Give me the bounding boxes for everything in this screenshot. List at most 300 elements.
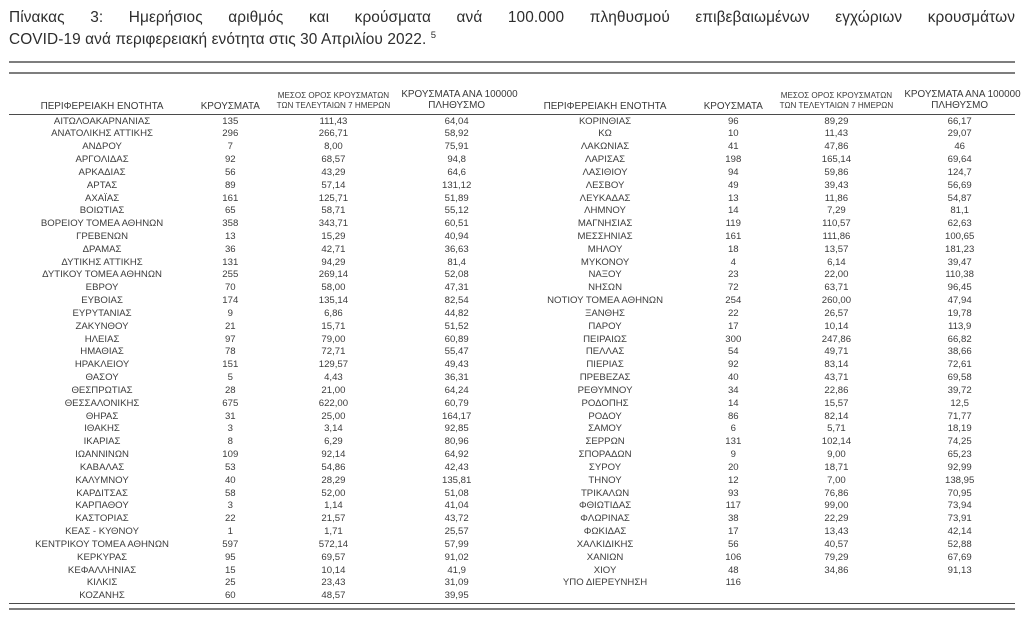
region-cell: ΛΑΣΙΘΙΟΥ	[582, 166, 628, 178]
region-cell: ΒΟΡΕΙΟΥ ΤΟΜΕΑ ΑΘΗΝΩΝ	[40, 218, 164, 230]
cases-cell: 117	[725, 500, 741, 512]
avg7-cell: 28,29	[321, 474, 346, 486]
per100k-cell: 55,47	[444, 346, 469, 358]
cases-cell: 17	[727, 320, 739, 332]
avg7-cell: 89,29	[824, 115, 849, 127]
cases-cell: 151	[222, 359, 239, 371]
table-row	[512, 449, 1015, 462]
region-cell: ΚΙΛΚΙΣ	[86, 577, 118, 589]
avg7-cell: 269,14	[318, 269, 349, 281]
per100k-cell: 41,04	[444, 500, 469, 512]
region-cell: ΕΥΒΟΙΑΣ	[81, 295, 123, 307]
table-row	[9, 385, 512, 398]
cases-cell: 94	[727, 166, 739, 178]
region-cell: ΔΥΤΙΚΗΣ ΑΤΤΙΚΗΣ	[61, 256, 143, 268]
table-row	[512, 180, 1015, 193]
cases-cell: 17	[727, 526, 739, 538]
avg7-cell: 18,71	[824, 461, 849, 473]
region-cell: ΦΛΩΡΙΝΑΣ	[580, 513, 630, 525]
per100k-cell: 64,6	[447, 166, 466, 178]
table-row	[512, 488, 1015, 501]
table-row	[512, 295, 1015, 308]
table-row	[512, 128, 1015, 141]
avg7-cell: 11,43	[824, 128, 849, 140]
per100k-cell: 92,85	[444, 423, 469, 435]
region-cell: ΑΝΔΡΟΥ	[82, 141, 122, 153]
per100k-cell: 138,95	[944, 474, 975, 486]
avg7-cell: 47,86	[824, 141, 849, 153]
avg7-cell: 22,29	[824, 513, 849, 525]
cases-cell: 135	[222, 115, 239, 127]
region-cell: ΤΡΙΚΑΛΩΝ	[580, 487, 630, 499]
avg7-cell: 40,57	[824, 538, 849, 550]
table-row	[512, 411, 1015, 424]
region-cell: ΡΟΔΟΠΗΣ	[581, 397, 629, 409]
per100k-cell: 46	[954, 141, 965, 153]
per100k-cell: 110,38	[945, 269, 974, 281]
cases-cell: 358	[222, 218, 239, 230]
per100k-cell: 64,24	[444, 384, 469, 396]
cases-cell: 116	[725, 577, 741, 589]
cases-cell: 70	[224, 282, 236, 294]
avg7-cell: 25,00	[321, 410, 346, 422]
per100k-cell: 69,58	[947, 372, 972, 384]
table-row	[512, 141, 1015, 154]
avg7-cell: 7,00	[827, 474, 846, 486]
top-divider-1	[9, 61, 1015, 63]
region-cell: ΑΧΑΪΑΣ	[84, 192, 120, 204]
region-cell: ΝΟΤΙΟΥ ΤΟΜΕΑ ΑΘΗΝΩΝ	[547, 295, 664, 307]
avg7-cell: 42,71	[321, 243, 346, 255]
header-per100k: ΚΡΟΥΣΜΑΤΑ ΑΝΑ 100000 ΠΛΗΘΥΣΜΟ	[904, 88, 1021, 112]
cases-cell: 41	[727, 141, 739, 153]
cases-cell: 6	[730, 423, 736, 435]
table-row	[512, 359, 1015, 372]
table-row	[9, 231, 512, 244]
regions-table-left	[9, 88, 518, 603]
avg7-cell: 15,57	[824, 397, 849, 409]
avg7-cell: 165,14	[821, 154, 852, 166]
per100k-cell: 19,78	[947, 307, 972, 319]
avg7-cell: 15,71	[321, 320, 346, 332]
table-row	[512, 205, 1015, 218]
table-row	[9, 295, 512, 308]
per100k-cell: 75,91	[444, 141, 469, 153]
per100k-cell: 181,23	[944, 243, 975, 255]
avg7-cell: 26,57	[824, 307, 849, 319]
region-cell: ΠΕΙΡΑΙΩΣ	[583, 333, 627, 345]
per100k-cell: 70,95	[947, 487, 972, 499]
table-row	[9, 205, 512, 218]
cases-cell: 38	[727, 513, 739, 525]
avg7-cell: 102,14	[821, 436, 852, 448]
region-cell: ΡΟΔΟΥ	[588, 410, 622, 422]
region-cell: ΜΥΚΟΝΟΥ	[580, 256, 630, 268]
per100k-cell: 74,25	[947, 436, 972, 448]
avg7-cell: 54,86	[321, 461, 346, 473]
region-cell: ΣΠΟΡΑΔΩΝ	[578, 449, 632, 461]
avg7-cell: 58,00	[321, 282, 346, 294]
region-cell: ΚΑΡΔΙΤΣΑΣ	[76, 487, 128, 499]
table-row	[512, 193, 1015, 206]
cases-cell: 40	[224, 474, 236, 486]
region-cell: ΘΕΣΣΑΛΟΝΙΚΗΣ	[64, 397, 140, 409]
per100k-cell: 65,23	[947, 449, 972, 461]
region-cell: ΧΙΟΥ	[593, 564, 617, 576]
table-row	[9, 462, 512, 475]
avg7-cell: 622,00	[318, 397, 349, 409]
cases-cell: 78	[224, 346, 236, 358]
per100k-cell: 64,04	[444, 115, 469, 127]
table-row	[9, 436, 512, 449]
per100k-cell: 39,95	[444, 590, 469, 602]
cases-cell: 96	[727, 115, 739, 127]
table-row	[9, 269, 512, 282]
table-row	[9, 167, 512, 180]
table-row	[9, 488, 512, 501]
cases-cell: 49	[727, 179, 739, 191]
avg7-cell: 10,14	[321, 564, 346, 576]
avg7-cell: 69,57	[321, 551, 346, 563]
per100k-cell: 81,4	[447, 256, 466, 268]
data-tables-container	[9, 88, 1021, 603]
cases-cell: 20	[727, 461, 739, 473]
table-row	[9, 308, 512, 321]
per100k-cell: 60,89	[444, 333, 469, 345]
avg7-cell	[769, 577, 905, 590]
avg7-cell: 111,43	[319, 115, 348, 127]
per100k-cell: 96,45	[947, 282, 972, 294]
table-row	[512, 269, 1015, 282]
table-row	[512, 526, 1015, 539]
cases-cell: 10	[727, 128, 739, 140]
cases-cell: 5	[227, 372, 233, 384]
region-cell: ΚΕΦΑΛΛΗΝΙΑΣ	[67, 564, 137, 576]
region-cell: ΧΑΝΙΩΝ	[586, 551, 624, 563]
per100k-cell: 62,63	[947, 218, 972, 230]
region-cell: ΚΑΒΑΛΑΣ	[79, 461, 125, 473]
per100k-cell: 135,81	[441, 474, 472, 486]
avg7-cell: 6,29	[324, 436, 343, 448]
cases-cell: 1	[227, 526, 233, 538]
table-row	[512, 552, 1015, 565]
region-cell: ΝΑΞΟΥ	[588, 269, 622, 281]
avg7-cell: 21,00	[321, 384, 346, 396]
avg7-cell: 22,00	[824, 269, 849, 281]
cases-cell: 23	[727, 269, 739, 281]
per100k-cell: 124,7	[947, 166, 972, 178]
cases-cell: 8	[227, 436, 233, 448]
table-row	[512, 423, 1015, 436]
avg7-cell: 21,57	[321, 513, 346, 525]
region-cell: ΠΕΛΛΑΣ	[585, 346, 625, 358]
cases-cell: 14	[727, 397, 739, 409]
per100k-cell: 51,89	[444, 192, 469, 204]
avg7-cell: 13,43	[824, 526, 849, 538]
per100k-cell: 42,43	[444, 461, 469, 473]
cases-cell: 36	[224, 243, 236, 255]
table-row	[512, 346, 1015, 359]
region-cell: ΕΒΡΟΥ	[85, 282, 119, 294]
avg7-cell: 43,71	[824, 372, 849, 384]
region-cell: ΙΘΑΚΗΣ	[84, 423, 120, 435]
per100k-cell: 39,47	[947, 256, 972, 268]
cases-cell: 300	[725, 333, 742, 345]
table-row	[9, 411, 512, 424]
table-row	[9, 590, 512, 603]
avg7-cell: 63,71	[824, 282, 849, 294]
table-row	[512, 500, 1015, 513]
cases-cell: 56	[727, 538, 739, 550]
avg7-cell: 8,00	[324, 141, 343, 153]
cases-cell: 40	[727, 372, 739, 384]
region-cell: ΡΕΘΥΜΝΟΥ	[577, 384, 633, 396]
avg7-cell: 22,86	[824, 384, 849, 396]
per100k-cell: 113,9	[948, 320, 972, 332]
table-row	[9, 282, 512, 295]
avg7-cell: 92,14	[321, 449, 346, 461]
table-row	[512, 257, 1015, 270]
avg7-cell: 76,86	[824, 487, 849, 499]
table-row	[9, 500, 512, 513]
avg7-cell: 57,14	[321, 179, 346, 191]
per100k-cell: 60,79	[444, 397, 469, 409]
table-row	[9, 398, 512, 411]
region-cell: ΝΗΣΩΝ	[588, 282, 622, 294]
header-avg7: ΜΕΣΟΣ ΟΡΟΣ ΚΡΟΥΣΜΑΤΩΝ ΤΩΝ ΤΕΛΕΥΤΑΙΩΝ 7 ΗΜΕΡΩΝ	[779, 91, 894, 111]
top-divider-2	[9, 72, 1015, 74]
per100k-cell: 81,1	[950, 205, 969, 217]
region-cell: ΘΗΡΑΣ	[85, 410, 119, 422]
per100k-cell: 57,99	[444, 538, 469, 550]
table-row	[512, 308, 1015, 321]
table-row	[9, 423, 512, 436]
per100k-cell: 39,72	[947, 384, 972, 396]
table-row	[9, 513, 512, 526]
left-table-header	[9, 88, 518, 114]
region-cell: ΚΑΣΤΟΡΙΑΣ	[75, 513, 129, 525]
table-row	[9, 565, 512, 578]
table-row	[512, 565, 1015, 578]
cases-cell: 31	[224, 410, 236, 422]
region-cell: ΤΗΝΟΥ	[588, 474, 622, 486]
table-row	[512, 462, 1015, 475]
region-cell: ΜΗΛΟΥ	[587, 243, 623, 255]
cases-cell: 3	[227, 500, 233, 512]
avg7-cell: 5,71	[827, 423, 846, 435]
cases-cell: 21	[224, 320, 236, 332]
region-cell: ΚΟΡΙΝΘΙΑΣ	[579, 115, 632, 127]
cases-cell: 54	[727, 346, 739, 358]
table-row	[512, 398, 1015, 411]
cases-cell: 109	[222, 449, 239, 461]
region-cell: ΖΑΚΥΝΘΟΥ	[75, 320, 129, 332]
header-cases: ΚΡΟΥΣΜΑΤΑ	[200, 100, 260, 112]
cases-cell: 72	[727, 282, 739, 294]
region-cell: ΚΕΡΚΥΡΑΣ	[77, 551, 128, 563]
table-row	[512, 539, 1015, 552]
per100k-cell: 60,51	[444, 218, 469, 230]
left-table-body	[9, 114, 512, 603]
table-row	[512, 231, 1015, 244]
avg7-cell: 7,29	[827, 205, 846, 217]
table-row	[9, 372, 512, 385]
avg7-cell: 79,00	[321, 333, 346, 345]
per100k-cell: 29,07	[947, 128, 972, 140]
avg7-cell: 82,14	[824, 410, 849, 422]
per100k-cell: 67,69	[947, 551, 972, 563]
table-row	[9, 577, 512, 590]
avg7-cell: 125,71	[318, 192, 349, 204]
table-row	[9, 552, 512, 565]
per100k-cell: 18,19	[947, 423, 972, 435]
per100k-cell: 31,09	[444, 577, 469, 589]
per100k-cell: 56,69	[947, 179, 972, 191]
footnote-reference: 5	[430, 29, 437, 41]
per100k-cell: 36,31	[444, 372, 469, 384]
cases-cell: 12	[727, 474, 739, 486]
avg7-cell: 1,71	[324, 526, 343, 538]
avg7-cell: 72,71	[321, 346, 346, 358]
cases-cell: 597	[222, 538, 239, 550]
per100k-cell: 66,82	[947, 333, 972, 345]
region-cell: ΘΕΣΠΡΩΤΙΑΣ	[71, 384, 133, 396]
avg7-cell: 11,86	[824, 192, 849, 204]
region-cell: ΑΡΚΑΔΙΑΣ	[78, 166, 126, 178]
avg7-cell: 10,14	[824, 320, 849, 332]
per100k-cell: 131,12	[441, 179, 472, 191]
region-cell: ΙΩΑΝΝΙΝΩΝ	[75, 449, 129, 461]
cases-cell: 131	[222, 256, 239, 268]
per100k-cell: 66,17	[947, 115, 972, 127]
cases-cell: 92	[224, 154, 236, 166]
table-row	[9, 346, 512, 359]
right-table-body	[512, 114, 1015, 590]
per100k-cell: 49,43	[444, 359, 469, 371]
cases-cell: 3	[227, 423, 233, 435]
table-row	[512, 154, 1015, 167]
region-cell: ΙΚΑΡΙΑΣ	[83, 436, 121, 448]
cases-cell: 14	[727, 205, 739, 217]
table-row	[512, 513, 1015, 526]
header-per100k: ΚΡΟΥΣΜΑΤΑ ΑΝΑ 100000 ΠΛΗΘΥΣΜΟ	[401, 88, 518, 112]
cases-cell: 161	[725, 230, 742, 242]
region-cell: ΧΑΛΚΙΔΙΚΗΣ	[576, 538, 634, 550]
region-cell: ΛΑΚΩΝΙΑΣ	[580, 141, 630, 153]
avg7-cell: 135,14	[318, 295, 349, 307]
avg7-cell: 572,14	[318, 538, 349, 550]
cases-cell: 65	[224, 205, 236, 217]
cases-cell: 198	[725, 154, 742, 166]
region-cell: ΛΑΡΙΣΑΣ	[584, 154, 626, 166]
cases-cell: 86	[727, 410, 739, 422]
region-cell: ΗΡΑΚΛΕΙΟΥ	[74, 359, 130, 371]
avg7-cell: 48,57	[321, 590, 346, 602]
cases-cell: 106	[725, 551, 742, 563]
cases-cell: 28	[224, 384, 236, 396]
cases-cell: 7	[227, 141, 233, 153]
region-cell: ΠΑΡΟΥ	[588, 320, 622, 332]
region-cell: ΜΕΣΣΗΝΙΑΣ	[577, 230, 633, 242]
region-cell: ΑΡΤΑΣ	[86, 179, 118, 191]
region-cell: ΒΟΙΩΤΙΑΣ	[79, 205, 125, 217]
per100k-cell: 82,54	[444, 295, 469, 307]
table-row	[9, 244, 512, 257]
per100k-cell: 91,13	[947, 564, 972, 576]
avg7-cell: 6,86	[324, 307, 343, 319]
cases-cell: 58	[224, 487, 236, 499]
cases-cell: 97	[224, 333, 236, 345]
table-row	[9, 475, 512, 488]
region-cell: ΚΕΑΣ - ΚΥΘΝΟΥ	[65, 526, 139, 538]
table-row	[9, 359, 512, 372]
table-row	[9, 539, 512, 552]
per100k-cell: 40,94	[444, 230, 469, 242]
avg7-cell: 247,86	[821, 333, 852, 345]
per100k-cell: 55,12	[444, 205, 469, 217]
table-row	[512, 244, 1015, 257]
avg7-cell: 59,86	[824, 166, 849, 178]
table-row	[512, 577, 1015, 590]
table-row	[9, 218, 512, 231]
per100k-cell: 41,9	[447, 564, 466, 576]
cases-cell: 95	[224, 551, 236, 563]
cases-cell: 15	[224, 564, 236, 576]
per100k-cell: 54,87	[947, 192, 972, 204]
table-title	[9, 7, 1015, 51]
avg7-cell: 6,14	[827, 256, 846, 268]
cases-cell: 48	[727, 564, 739, 576]
region-cell: ΣΕΡΡΩΝ	[585, 436, 625, 448]
table-row	[9, 141, 512, 154]
table-row	[512, 334, 1015, 347]
table-row	[512, 282, 1015, 295]
avg7-cell: 43,29	[321, 166, 346, 178]
right-table-header	[512, 88, 1021, 114]
table-row	[9, 114, 512, 128]
region-cell: ΥΠΟ ΔΙΕΡΕΥΝΗΣΗ	[562, 577, 648, 589]
region-cell: ΗΜΑΘΙΑΣ	[80, 346, 124, 358]
region-cell: ΚΑΡΠΑΘΟΥ	[75, 500, 129, 512]
header-region: ΠΕΡΙΦΕΡΕΙΑΚΗ ΕΝΟΤΗΤΑ	[543, 100, 667, 112]
table-row	[9, 128, 512, 141]
per100k-cell: 42,14	[947, 526, 972, 538]
region-cell: ΑΙΤΩΛΟΑΚΑΡΝΑΝΙΑΣ	[53, 115, 151, 127]
cases-cell: 9	[227, 307, 233, 319]
region-cell: ΘΑΣΟΥ	[85, 372, 119, 384]
region-cell: ΓΡΕΒΕΝΩΝ	[76, 230, 129, 242]
region-cell: ΛΗΜΝΟΥ	[584, 205, 626, 217]
avg7-cell: 39,43	[824, 179, 849, 191]
header-cases: ΚΡΟΥΣΜΑΤΑ	[703, 100, 763, 112]
table-row	[512, 372, 1015, 385]
avg7-cell: 99,00	[824, 500, 849, 512]
cases-cell: 89	[224, 179, 236, 191]
avg7-cell: 23,43	[321, 577, 346, 589]
table-row	[9, 193, 512, 206]
cases-cell: 174	[222, 295, 239, 307]
region-cell: ΛΕΥΚΑΔΑΣ	[579, 192, 631, 204]
table-row	[512, 114, 1015, 128]
cases-cell: 255	[222, 269, 239, 281]
avg7-cell: 260,00	[821, 295, 852, 307]
per100k-cell: 12,5	[950, 397, 969, 409]
cases-cell: 22	[727, 307, 739, 319]
avg7-cell: 110,57	[822, 218, 851, 230]
per100k-cell: 43,72	[444, 513, 469, 525]
cases-cell: 9	[730, 449, 736, 461]
cases-cell: 60	[224, 590, 236, 602]
